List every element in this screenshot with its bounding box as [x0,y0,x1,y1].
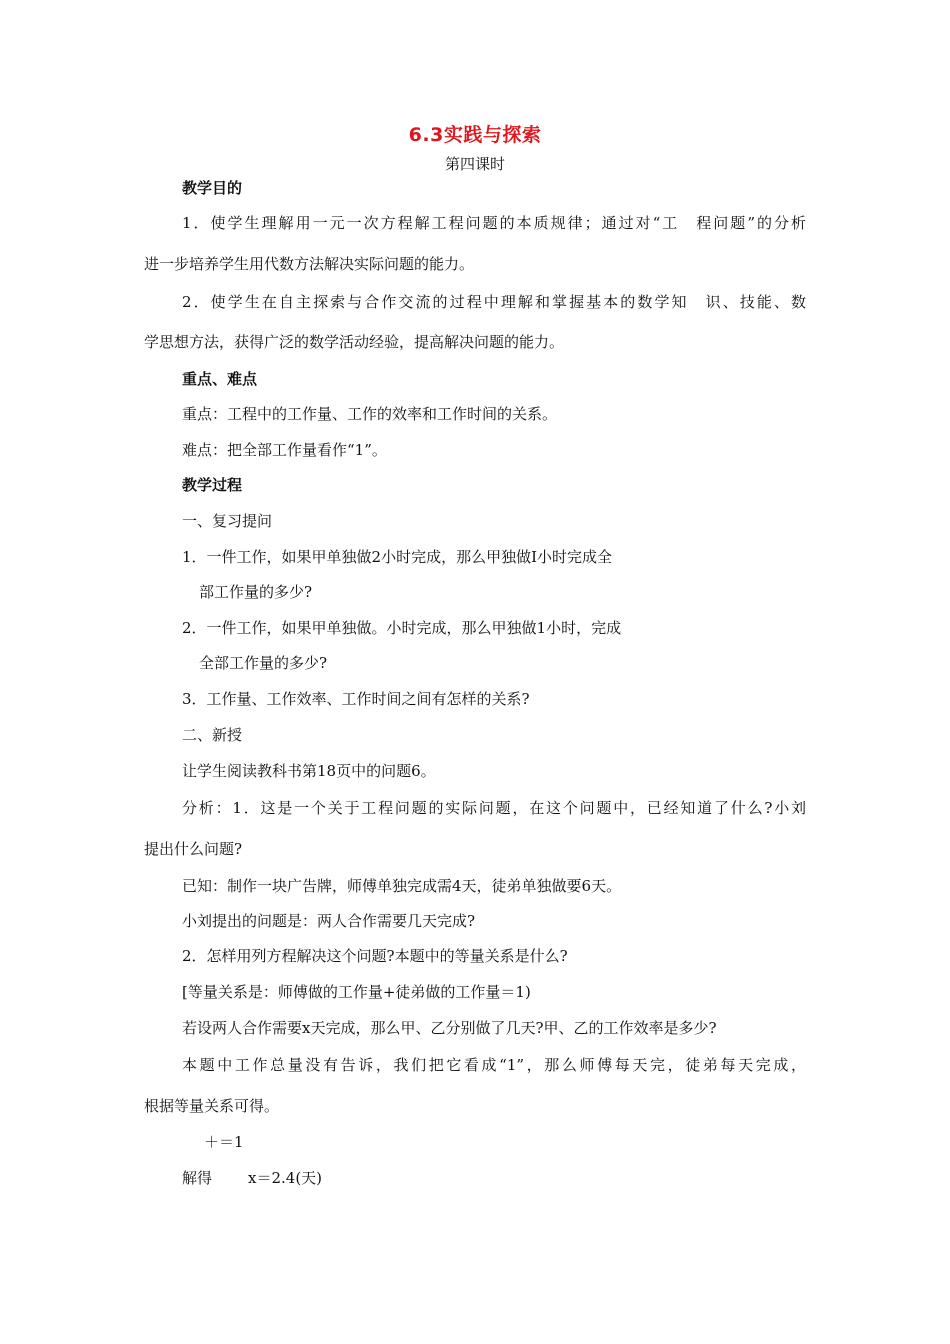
total-work-line-1: 本题中工作总量没有告诉，我们把它看成“1”，那么师傅每天完，徒弟每天完成， [182,1056,806,1074]
review-question-1-line-1: 1．一件工作，如果甲单独做2小时完成，那么甲独做I小时完成全 [182,548,613,566]
objective-1-line-2: 进一步培养学生用代数方法解决实际问题的能力。 [144,255,475,273]
objective-2-line-2: 学思想方法，获得广泛的数学活动经验，提高解决问题的能力。 [144,333,565,351]
equal-relation: [等量关系是：师傅做的工作量+徒弟做的工作量＝1) [182,983,531,1001]
equation: ＋＝1 [204,1133,244,1151]
objectives-heading: 教学目的 [182,179,243,197]
review-question-3: 3．工作量、工作效率、工作时间之间有怎样的关系? [182,690,530,708]
analysis-line-2: 提出什么问题? [144,840,243,858]
key-point-focus: 重点：工程中的工作量、工作的效率和工作时间的关系。 [182,405,558,423]
process-heading: 教学过程 [182,476,243,494]
document-subtitle: 第四课时 [444,155,505,173]
review-question-2-line-1: 2．一件工作，如果甲单独做。小时完成，那么甲独做1小时，完成 [182,619,622,637]
reading-instruction: 让学生阅读教科书第18页中的问题6。 [182,762,436,780]
xiaoliu-question: 小刘提出的问题是：两人合作需要几天完成? [182,912,476,930]
solution-label: 解得 [182,1169,213,1187]
total-work-line-2: 根据等量关系可得。 [144,1097,280,1115]
assumption: 若设两人合作需要x天完成，那么甲、乙分别做了几天?甲、乙的工作效率是多少? [182,1019,717,1037]
review-heading: 一、复习提问 [182,512,273,530]
new-lesson-heading: 二、新授 [182,726,243,744]
document-title: 6.3实践与探索 [408,124,542,146]
method-question: 2．怎样用列方程解决这个问题?本题中的等量关系是什么? [182,947,568,965]
objective-1-line-1: 1．使学生理解用一元一次方程解工程问题的本质规律；通过对“工 程问题”的分析 [182,214,806,232]
key-point-difficulty: 难点：把全部工作量看作“1”。 [182,441,387,459]
review-question-2-line-2: 全部工作量的多少? [199,654,328,672]
objective-2-line-1: 2．使学生在自主探索与合作交流的过程中理解和掌握基本的数学知 识、技能、数 [182,293,806,311]
review-question-1-line-2: 部工作量的多少? [199,583,313,601]
analysis-line-1: 分析：1．这是一个关于工程问题的实际问题，在这个问题中，已经知道了什么?小刘 [182,799,806,817]
solution-value: x＝2.4(天) [248,1169,323,1187]
known-conditions: 已知：制作一块广告牌，师傅单独完成需4天，徒弟单独做要6天。 [182,877,622,895]
key-points-heading: 重点、难点 [182,370,258,388]
